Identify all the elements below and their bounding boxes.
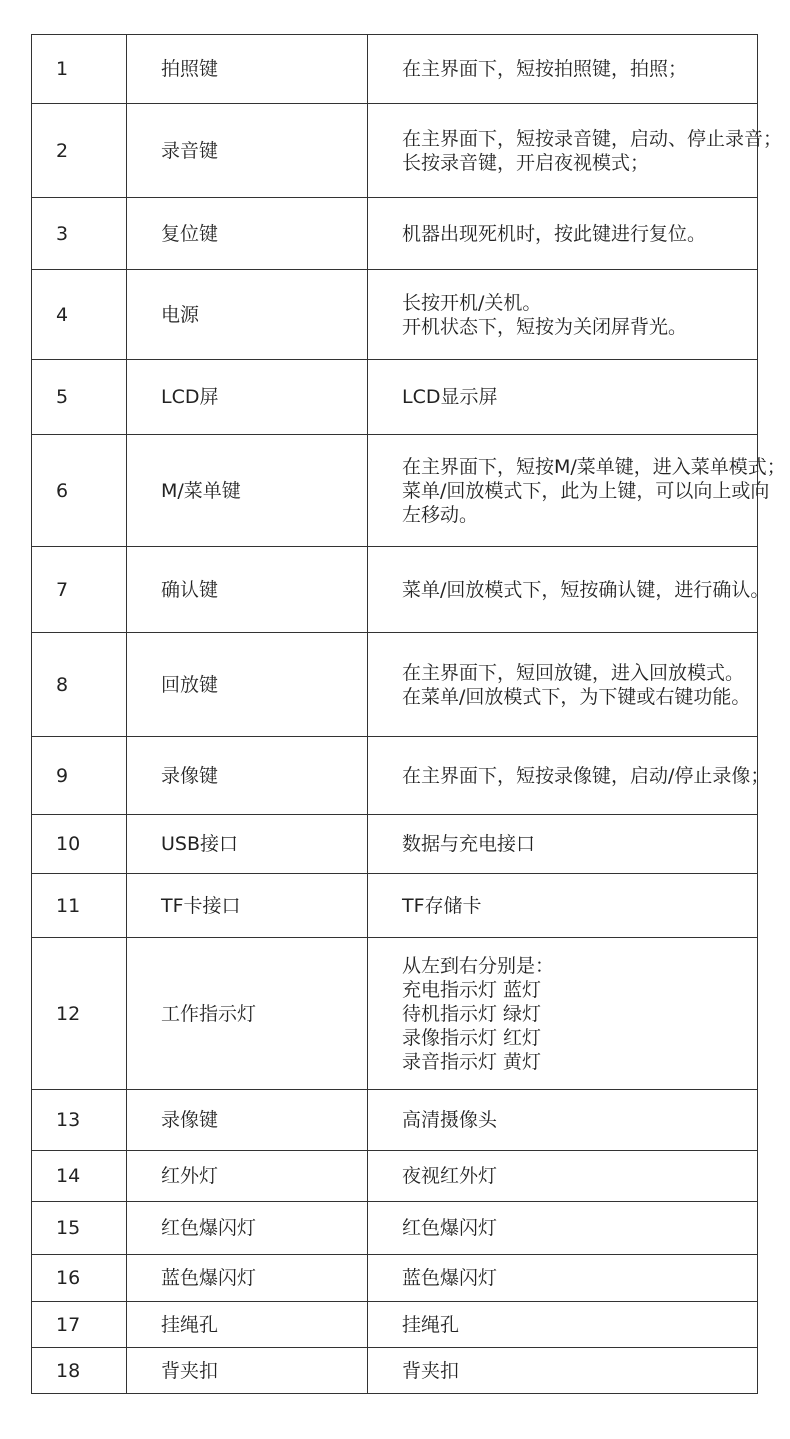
table-row — [32, 35, 758, 104]
row-number: 4 — [32, 270, 127, 360]
description-line: 待机指示灯 绿灯 — [402, 1002, 542, 1025]
description-line: 长按录音键，开启夜视模式； — [402, 151, 650, 174]
table-row — [32, 737, 758, 815]
row-number: 10 — [32, 815, 127, 874]
row-number: 12 — [32, 938, 127, 1090]
component-name: 录音键 — [127, 104, 368, 198]
table-row — [32, 270, 758, 360]
component-name: TF卡接口 — [127, 874, 368, 938]
function-table-body — [32, 35, 786, 1394]
component-name: 红色爆闪灯 — [127, 1202, 368, 1255]
description-line: 夜视红外灯 — [402, 1165, 498, 1187]
description-line: 在主界面下，短按M/菜单键，进入菜单模式； — [402, 455, 786, 478]
table-row — [32, 435, 758, 547]
description-line: 在主界面下，短按录音键，启动、停止录音； — [402, 127, 783, 150]
description-line: 红色爆闪灯 — [402, 1217, 498, 1239]
row-number: 11 — [32, 874, 127, 938]
row-number: 16 — [32, 1255, 127, 1302]
description-line: 菜单/回放模式下，此为上键，可以向上或向 — [402, 479, 770, 502]
component-name: 回放键 — [127, 633, 368, 737]
row-number: 2 — [32, 104, 127, 198]
row-number: 5 — [32, 360, 127, 435]
table-row — [32, 874, 758, 938]
component-name: 工作指示灯 — [127, 938, 368, 1090]
component-name: 红外灯 — [127, 1151, 368, 1202]
table-row — [32, 633, 758, 737]
component-name: 复位键 — [127, 198, 368, 270]
component-name: M/菜单键 — [127, 435, 368, 547]
component-description — [368, 1090, 758, 1151]
component-description — [368, 35, 758, 104]
function-table — [31, 34, 786, 1394]
row-number: 15 — [32, 1202, 127, 1255]
description-line: 开机状态下，短按为关闭屏背光。 — [402, 315, 688, 338]
component-description — [368, 1202, 758, 1255]
description-line: 在菜单/回放模式下，为下键或右键功能。 — [402, 685, 751, 708]
row-number: 13 — [32, 1090, 127, 1151]
component-description — [368, 435, 786, 547]
row-number: 17 — [32, 1302, 127, 1348]
row-number: 6 — [32, 435, 127, 547]
table-row — [32, 104, 758, 198]
description-line: 机器出现死机时，按此键进行复位。 — [402, 222, 707, 245]
table-row — [32, 815, 758, 874]
component-description — [368, 198, 758, 270]
row-number: 14 — [32, 1151, 127, 1202]
table-row — [32, 1202, 758, 1255]
component-description — [368, 1302, 758, 1348]
component-description — [368, 737, 770, 815]
component-description — [368, 874, 758, 938]
description-line: 从左到右分别是： — [402, 954, 555, 977]
component-description — [368, 360, 758, 435]
description-line: 在主界面下，短回放键，进入回放模式。 — [402, 661, 745, 684]
description-line: 左移动。 — [402, 503, 479, 526]
component-name: 录像键 — [127, 737, 368, 815]
table-row — [32, 360, 758, 435]
table-row — [32, 938, 758, 1090]
row-number: 18 — [32, 1348, 127, 1394]
description-line: 背夹扣 — [402, 1359, 460, 1382]
component-description — [368, 547, 770, 633]
component-description — [368, 1348, 758, 1394]
description-line: 数据与充电接口 — [402, 833, 536, 855]
description-line: 挂绳孔 — [402, 1313, 460, 1336]
component-name: 确认键 — [127, 547, 368, 633]
description-line: 蓝色爆闪灯 — [402, 1267, 498, 1289]
component-name: 挂绳孔 — [127, 1302, 368, 1348]
description-line: 长按开机/关机。 — [402, 291, 542, 314]
row-number: 1 — [32, 35, 127, 104]
description-line: 在主界面下，短按拍照键，拍照； — [402, 58, 688, 80]
component-name: LCD屏 — [127, 360, 368, 435]
component-description — [368, 1151, 758, 1202]
row-number: 8 — [32, 633, 127, 737]
row-number: 7 — [32, 547, 127, 633]
description-line: 菜单/回放模式下，短按确认键，进行确认。 — [402, 578, 770, 601]
table-row — [32, 1151, 758, 1202]
component-description — [368, 938, 758, 1090]
description-line: LCD显示屏 — [402, 386, 498, 408]
table-row — [32, 547, 758, 633]
component-description — [368, 815, 758, 874]
component-description — [368, 104, 783, 198]
component-description — [368, 270, 758, 360]
description-line: 录像指示灯 红灯 — [402, 1026, 542, 1049]
component-description — [368, 633, 758, 737]
description-line: TF存储卡 — [402, 894, 482, 917]
component-name: 背夹扣 — [127, 1348, 368, 1394]
component-name: 蓝色爆闪灯 — [127, 1255, 368, 1302]
description-line: 录音指示灯 黄灯 — [402, 1050, 542, 1073]
table-row — [32, 1255, 758, 1302]
component-name: 电源 — [127, 270, 368, 360]
description-line: 在主界面下，短按录像键，启动/停止录像； — [402, 764, 770, 787]
table-row — [32, 1348, 758, 1394]
component-description — [368, 1255, 758, 1302]
component-name: USB接口 — [127, 815, 368, 874]
row-number: 9 — [32, 737, 127, 815]
row-number: 3 — [32, 198, 127, 270]
component-name: 拍照键 — [127, 35, 368, 104]
description-line: 充电指示灯 蓝灯 — [402, 978, 542, 1001]
description-line: 高清摄像头 — [402, 1109, 498, 1131]
table-row — [32, 1090, 758, 1151]
table-row — [32, 198, 758, 270]
table-row — [32, 1302, 758, 1348]
component-name: 录像键 — [127, 1090, 368, 1151]
